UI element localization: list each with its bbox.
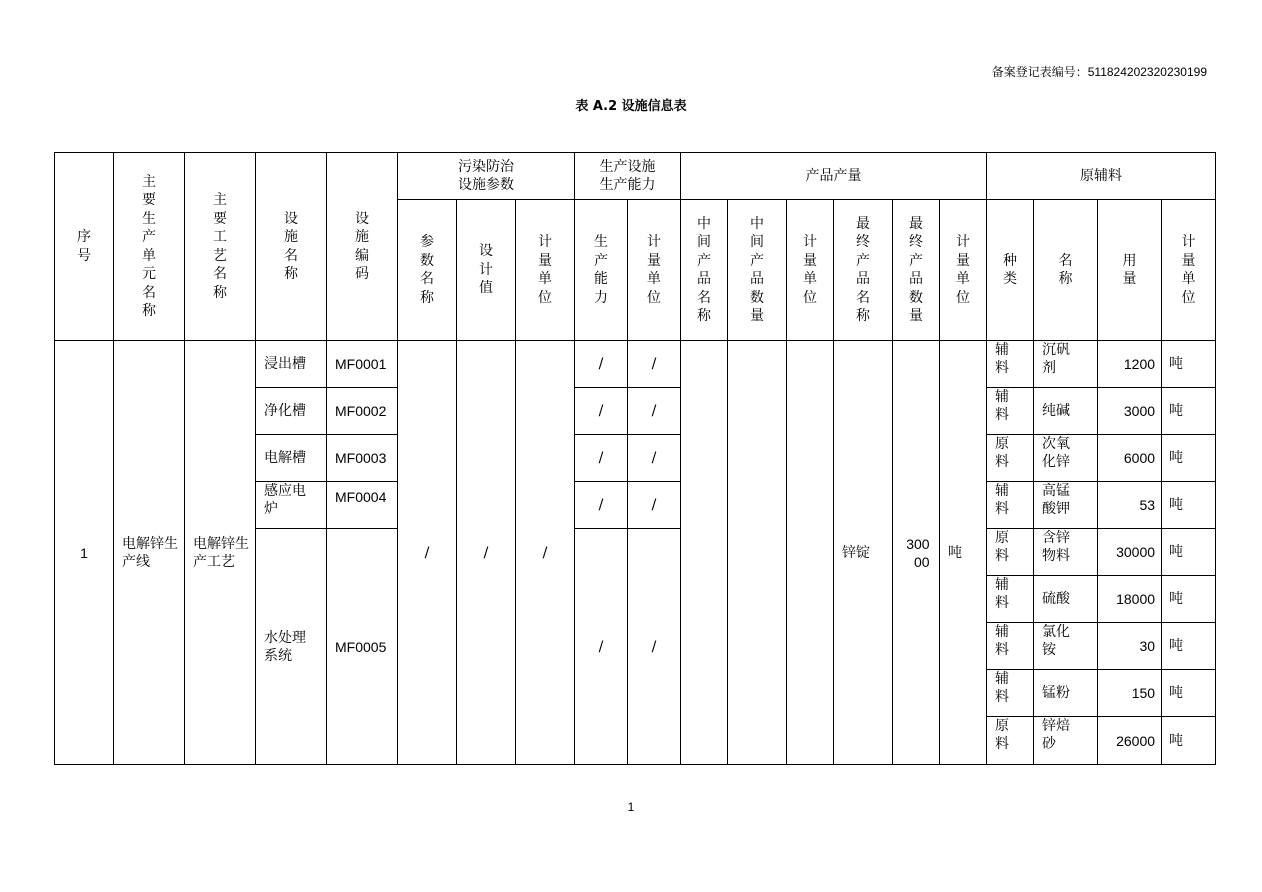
header-param-name: 参数名称 (398, 200, 457, 341)
header-final-product-unit: 计量单位 (940, 200, 987, 341)
material-name: 硫酸 (1034, 576, 1098, 623)
facility-code: MF0001 (327, 341, 398, 388)
capacity-unit-cell: / (628, 435, 681, 482)
header-pollution-params: 污染防治设施参数 (398, 153, 575, 200)
material-kind: 辅料 (987, 576, 1034, 623)
header-mid-product-qty: 中间产品数量 (728, 200, 787, 341)
header-process-name: 主要工艺名称 (185, 153, 256, 341)
material-unit: 吨 (1162, 482, 1216, 529)
capacity-cell: / (575, 482, 628, 529)
material-amount: 150 (1098, 670, 1162, 717)
material-amount: 53 (1098, 482, 1162, 529)
mid-product-name-cell (681, 341, 728, 765)
header-mid-product-name: 中间产品名称 (681, 200, 728, 341)
material-amount: 30000 (1098, 529, 1162, 576)
capacity-unit-cell: / (628, 482, 681, 529)
material-unit: 吨 (1162, 717, 1216, 765)
table-title: 表 A.2 设施信息表 (575, 99, 687, 114)
facility-code: MF0004 (327, 482, 398, 529)
header-raw-materials: 原辅料 (987, 153, 1216, 200)
material-unit: 吨 (1162, 435, 1216, 482)
capacity-cell: / (575, 435, 628, 482)
header-capacity: 生产能力 (575, 200, 628, 341)
facility-name: 净化槽 (256, 388, 327, 435)
material-amount: 6000 (1098, 435, 1162, 482)
param-unit-cell: / (516, 341, 575, 765)
facility-code: MF0002 (327, 388, 398, 435)
facility-info-table (54, 152, 1216, 765)
material-amount: 30 (1098, 623, 1162, 670)
row-process-name: 电解锌生产工艺 (185, 341, 256, 765)
header-production-capacity: 生产设施生产能力 (575, 153, 681, 200)
capacity-cell: / (575, 529, 628, 765)
header-material-unit: 计量单位 (1162, 200, 1216, 341)
capacity-unit-cell: / (628, 529, 681, 765)
material-name: 氯化铵 (1034, 623, 1098, 670)
header-facility-name: 设施名称 (256, 153, 327, 341)
material-amount: 3000 (1098, 388, 1162, 435)
material-unit: 吨 (1162, 670, 1216, 717)
header-facility-code: 设施编码 (327, 153, 398, 341)
material-unit: 吨 (1162, 576, 1216, 623)
facility-name: 感应电炉 (256, 482, 327, 529)
header-final-product-qty: 最终产品数量 (893, 200, 940, 341)
header-design-value: 设计值 (457, 200, 516, 341)
material-unit: 吨 (1162, 529, 1216, 576)
facility-name: 电解槽 (256, 435, 327, 482)
material-amount: 1200 (1098, 341, 1162, 388)
header-material-amount: 用量 (1098, 200, 1162, 341)
header-final-product-name: 最终产品名称 (834, 200, 893, 341)
design-value-cell: / (457, 341, 516, 765)
header-material-name: 名称 (1034, 200, 1098, 341)
material-kind: 辅料 (987, 341, 1034, 388)
material-unit: 吨 (1162, 623, 1216, 670)
final-product-qty-cell: 30000 (893, 341, 940, 765)
capacity-unit-cell: / (628, 388, 681, 435)
row-seq: 1 (55, 341, 114, 765)
registration-value: 511824202320230199 (1087, 65, 1207, 79)
material-amount: 26000 (1098, 717, 1162, 765)
final-product-unit-cell: 吨 (940, 341, 987, 765)
facility-name: 水处理系统 (256, 529, 327, 765)
material-name: 沉矾剂 (1034, 341, 1098, 388)
material-kind: 原料 (987, 529, 1034, 576)
material-amount: 18000 (1098, 576, 1162, 623)
material-name: 锌焙砂 (1034, 717, 1098, 765)
header-capacity-unit: 计量单位 (628, 200, 681, 341)
header-material-kind: 种类 (987, 200, 1034, 341)
capacity-cell: / (575, 388, 628, 435)
material-kind: 辅料 (987, 623, 1034, 670)
facility-code: MF0003 (327, 435, 398, 482)
mid-product-unit-cell (787, 341, 834, 765)
material-name: 锰粉 (1034, 670, 1098, 717)
material-name: 高锰酸钾 (1034, 482, 1098, 529)
material-name: 纯碱 (1034, 388, 1098, 435)
header-seq: 序号 (55, 153, 114, 341)
header-unit-name: 主要生产单元名称 (114, 153, 185, 341)
material-unit: 吨 (1162, 341, 1216, 388)
material-name: 次氧化锌 (1034, 435, 1098, 482)
material-kind: 原料 (987, 717, 1034, 765)
registration-number (992, 63, 1207, 80)
header-mid-product-unit: 计量单位 (787, 200, 834, 341)
param-name-cell: / (398, 341, 457, 765)
capacity-cell: / (575, 341, 628, 388)
mid-product-qty-cell (728, 341, 787, 765)
material-kind: 辅料 (987, 482, 1034, 529)
material-unit: 吨 (1162, 388, 1216, 435)
row-unit-name: 电解锌生产线 (114, 341, 185, 765)
facility-code: MF0005 (327, 529, 398, 765)
header-param-unit: 计量单位 (516, 200, 575, 341)
material-kind: 辅料 (987, 670, 1034, 717)
registration-label: 备案登记表编号： (991, 65, 1088, 79)
material-kind: 原料 (987, 435, 1034, 482)
facility-name: 浸出槽 (256, 341, 327, 388)
header-product-output: 产品产量 (681, 153, 987, 200)
capacity-unit-cell: / (628, 341, 681, 388)
final-product-name-cell: 锌锭 (834, 341, 893, 765)
material-name: 含锌物料 (1034, 529, 1098, 576)
page-number: 1 (627, 800, 635, 814)
material-kind: 辅料 (987, 388, 1034, 435)
